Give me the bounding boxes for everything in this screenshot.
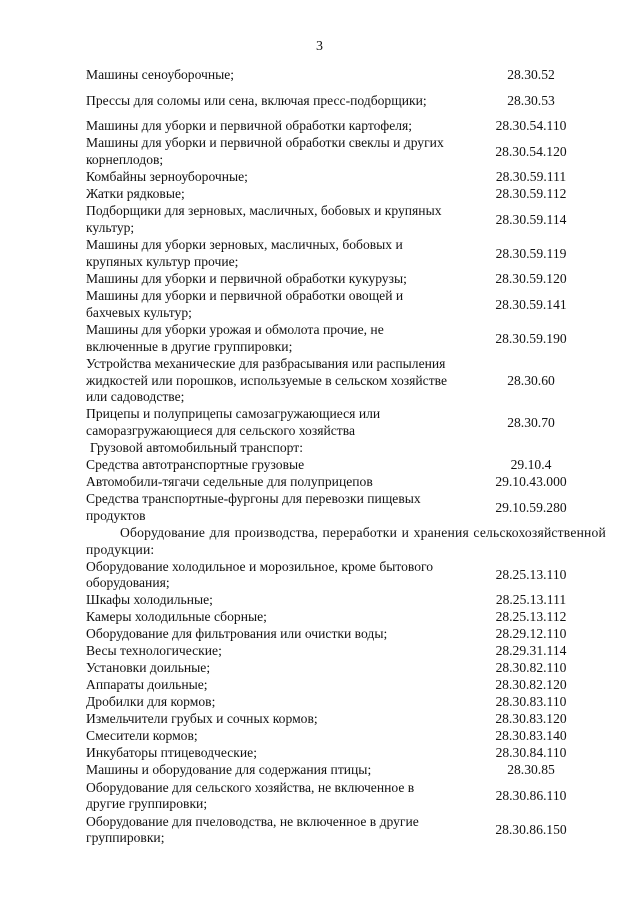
item-code: 28.30.54.120 xyxy=(495,143,567,159)
item-code: 28.25.13.112 xyxy=(495,609,567,625)
item-code: 28.30.83.120 xyxy=(495,711,567,727)
item-name: Машины для уборки зерновых, масличных, бобовых и крупяных культур прочие; xyxy=(86,237,403,269)
item-code: 28.30.53 xyxy=(507,92,555,108)
list-item xyxy=(86,271,606,288)
item-code: 28.30.59.112 xyxy=(495,186,567,202)
item-name: Подборщики для зерновых, масличных, бобовых и крупяных культур; xyxy=(86,203,442,235)
item-code: 28.30.59.119 xyxy=(495,245,567,261)
item-name: Автомобили-тягачи седельные для полуприцепов xyxy=(86,474,373,490)
item-code: 28.30.59.111 xyxy=(495,169,567,185)
item-name: Средства автотранспортные грузовые xyxy=(86,457,305,473)
list-item xyxy=(86,558,606,592)
item-name: Аппараты доильные; xyxy=(86,677,208,693)
list-item xyxy=(86,491,606,525)
item-code: 28.30.54.110 xyxy=(495,118,567,134)
list-item xyxy=(86,356,606,406)
list-item xyxy=(86,169,606,186)
list-item xyxy=(86,609,606,626)
list-item xyxy=(86,118,606,135)
list-item xyxy=(86,711,606,728)
list-item xyxy=(86,288,606,322)
item-code: 28.30.59.114 xyxy=(495,211,567,227)
list-item xyxy=(86,643,606,660)
item-name: Жатки рядковые; xyxy=(86,186,185,202)
item-name: Машины для уборки и первичной обработки свеклы и других корнеплодов; xyxy=(86,135,444,167)
item-name: Комбайны зерноуборочные; xyxy=(86,169,248,185)
item-code: 28.30.84.110 xyxy=(495,745,567,761)
item-code: 28.30.82.110 xyxy=(495,660,567,676)
list-item xyxy=(86,762,606,779)
list-item xyxy=(86,84,606,118)
page-number: 3 xyxy=(316,39,323,54)
item-code: 29.10.59.280 xyxy=(495,499,567,515)
list-item xyxy=(86,745,606,762)
list-item xyxy=(86,186,606,203)
list-item xyxy=(86,779,606,813)
list-item xyxy=(86,67,606,84)
item-name: Машины и оборудование для содержания птицы; xyxy=(86,762,372,778)
item-name: Оборудование для пчеловодства, не включенное в другие группировки; xyxy=(86,813,419,846)
item-name: Дробилки для кормов; xyxy=(86,694,216,710)
list-item xyxy=(86,813,606,847)
item-name: Оборудование для сельского хозяйства, не включенное в другие группировки; xyxy=(86,779,415,812)
item-name: Оборудование для фильтрования или очистки воды; xyxy=(86,626,388,642)
item-name: Измельчители грубых и сочных кормов; xyxy=(86,711,318,727)
item-name: Прицепы и полуприцепы самозагружающиеся или саморазгружающиеся для сельского хозяйства xyxy=(86,406,381,438)
item-code: 29.10.43.000 xyxy=(495,474,567,490)
section-heading: Грузовой автомобильный транспорт: xyxy=(90,440,304,456)
item-code: 28.25.13.110 xyxy=(495,566,567,582)
list-item xyxy=(86,237,606,271)
item-code: 28.29.12.110 xyxy=(495,626,567,642)
item-code: 28.30.83.110 xyxy=(495,694,567,710)
list-item xyxy=(86,694,606,711)
item-name: Машины для уборки урожая и обмолота прочие, не включенные в другие группировки; xyxy=(86,322,384,354)
list-item xyxy=(86,592,606,609)
item-name: Прессы для соломы или сена, включая пресс-подборщики; xyxy=(86,92,427,108)
item-name: Камеры холодильные сборные; xyxy=(86,609,267,625)
item-name: Установки доильные; xyxy=(86,660,211,676)
item-code: 28.30.52 xyxy=(507,67,555,83)
item-code: 28.30.59.190 xyxy=(495,330,567,346)
item-code: 28.30.85 xyxy=(507,762,555,778)
item-code: 28.25.13.111 xyxy=(495,592,567,608)
list-item xyxy=(86,135,606,169)
item-code: 28.30.59.120 xyxy=(495,271,567,287)
item-name: Машины для уборки и первичной обработки кукурузы; xyxy=(86,271,407,287)
section-heading-row xyxy=(86,440,606,457)
list-item xyxy=(86,406,606,440)
item-code: 28.30.82.120 xyxy=(495,677,567,693)
item-name: Оборудование холодильное и морозильное, кроме бытового оборудования; xyxy=(86,558,434,591)
item-code: 28.30.60 xyxy=(507,372,555,388)
item-code: 28.29.31.114 xyxy=(495,643,567,659)
item-name: Устройства механические для разбрасывания или распыления жидкостей или порошков, используемые в сельском хозяйстве или садоводстве; xyxy=(86,356,448,405)
section-paragraph: Оборудование для производства, переработки и хранения сельскохозяйственной продукции: xyxy=(86,525,606,557)
item-name: Машины сеноуборочные; xyxy=(86,67,235,83)
item-name: Весы технологические; xyxy=(86,643,222,659)
item-code: 28.30.86.110 xyxy=(495,787,567,803)
item-code: 28.30.86.150 xyxy=(495,821,567,837)
list-item xyxy=(86,203,606,237)
item-code: 28.30.83.140 xyxy=(495,728,567,744)
item-code: 28.30.70 xyxy=(507,414,555,430)
item-name: Инкубаторы птицеводческие; xyxy=(86,745,257,761)
item-name: Шкафы холодильные; xyxy=(86,592,213,608)
item-code: 28.30.59.141 xyxy=(495,296,567,312)
list-item xyxy=(86,728,606,745)
list-item xyxy=(86,457,606,474)
list-item xyxy=(86,474,606,491)
equipment-code-list xyxy=(86,67,606,847)
item-name: Смесители кормов; xyxy=(86,728,198,744)
list-item xyxy=(86,660,606,677)
list-item xyxy=(86,677,606,694)
item-name: Средства транспортные-фургоны для перевозки пищевых продуктов xyxy=(86,491,421,523)
list-item xyxy=(86,322,606,356)
item-name: Машины для уборки и первичной обработки картофеля; xyxy=(86,118,413,134)
item-name: Машины для уборки и первичной обработки овощей и бахчевых культур; xyxy=(86,288,404,320)
list-item xyxy=(86,626,606,643)
item-code: 29.10.4 xyxy=(510,457,552,473)
